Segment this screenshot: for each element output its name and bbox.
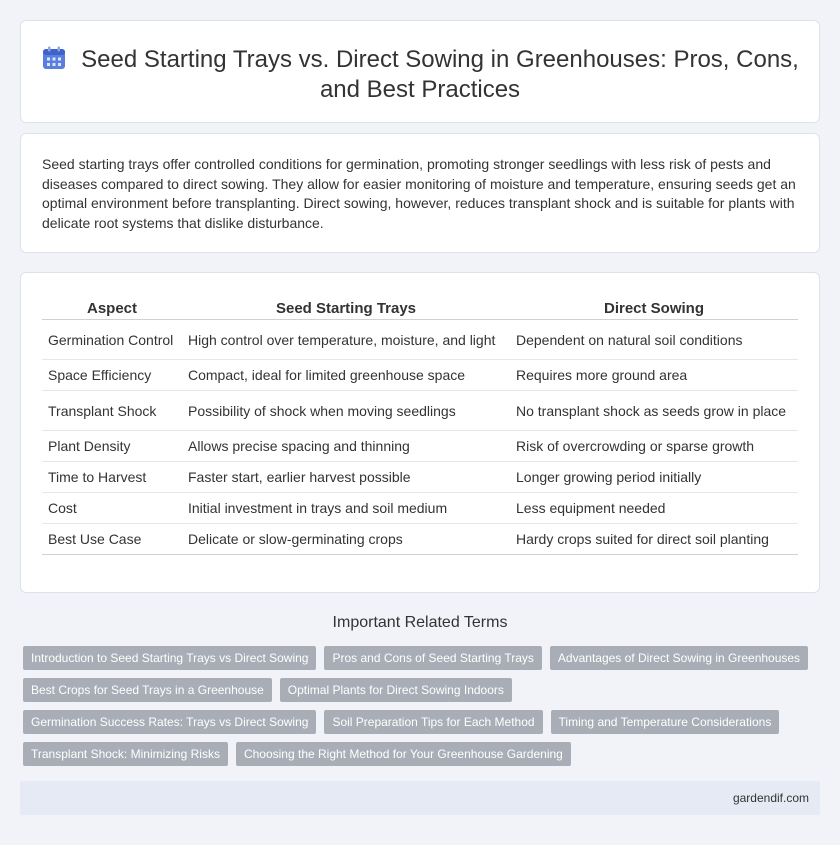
table-cell: Risk of overcrowding or sparse growth [510, 431, 798, 462]
table-row [42, 391, 798, 431]
intro-paragraph: Seed starting trays offer controlled conditions for germination, promoting stronger seedlings with less risk of pests and diseases compared to direct sowing. They allow for easier monitoring of moisture and temperature, ensuring seeds get an optimal environment before transplanting. Direct sowing, however, reduces transplant shock and is suitable for plants with delicate root systems that dislike disturbance. [42, 156, 796, 231]
table-cell: Cost [42, 493, 182, 524]
header-seed-trays: Seed Starting Trays [182, 297, 510, 320]
table-row [42, 360, 798, 391]
title-card [20, 20, 820, 123]
table-row [42, 431, 798, 462]
table-cell: Allows precise spacing and thinning [182, 431, 510, 462]
page-title-wrap [21, 45, 819, 105]
table-cell: Space Efficiency [42, 360, 182, 391]
table-cell: Initial investment in trays and soil medium [182, 493, 510, 524]
related-tag[interactable]: Transplant Shock: Minimizing Risks [23, 742, 228, 766]
related-tag[interactable]: Advantages of Direct Sowing in Greenhouses [550, 646, 808, 670]
table-cell: Germination Control [42, 320, 182, 360]
table-cell: Requires more ground area [510, 360, 798, 391]
table-cell: High control over temperature, moisture, and light [182, 320, 510, 360]
table-cell: Transplant Shock [42, 391, 182, 431]
table-cell: Less equipment needed [510, 493, 798, 524]
intro-card [20, 133, 820, 253]
table-cell: Longer growing period initially [510, 462, 798, 493]
table-header-row [42, 297, 798, 320]
table-card [20, 272, 820, 593]
comparison-table [42, 297, 798, 555]
table-row [42, 493, 798, 524]
related-tag[interactable]: Introduction to Seed Starting Trays vs Direct Sowing [23, 646, 316, 670]
header-aspect: Aspect [42, 297, 182, 320]
header-direct-sowing: Direct Sowing [510, 297, 798, 320]
footer [20, 781, 820, 815]
calendar-icon [41, 45, 67, 71]
related-tag[interactable]: Best Crops for Seed Trays in a Greenhouse [23, 678, 272, 702]
table-cell: Hardy crops suited for direct soil planting [510, 524, 798, 555]
table-cell: Dependent on natural soil conditions [510, 320, 798, 360]
table-row [42, 320, 798, 360]
related-tag[interactable]: Optimal Plants for Direct Sowing Indoors [280, 678, 512, 702]
table-cell: Compact, ideal for limited greenhouse space [182, 360, 510, 391]
related-terms-title: Important Related Terms [332, 614, 508, 631]
table-cell: No transplant shock as seeds grow in place [510, 391, 798, 431]
related-tag[interactable]: Germination Success Rates: Trays vs Direct Sowing [23, 710, 316, 734]
table-row [42, 462, 798, 493]
table-cell: Possibility of shock when moving seedlings [182, 391, 510, 431]
related-tag[interactable]: Timing and Temperature Considerations [551, 710, 780, 734]
related-tag[interactable]: Soil Preparation Tips for Each Method [324, 710, 542, 734]
table-cell: Delicate or slow-germinating crops [182, 524, 510, 555]
table-row [42, 524, 798, 555]
related-tag[interactable]: Pros and Cons of Seed Starting Trays [324, 646, 541, 670]
table-cell: Faster start, earlier harvest possible [182, 462, 510, 493]
table-cell: Best Use Case [42, 524, 182, 555]
page-title: Seed Starting Trays vs. Direct Sowing in Greenhouses: Pros, Cons, and Best Practices [81, 46, 799, 103]
related-tag[interactable]: Choosing the Right Method for Your Greenhouse Gardening [236, 742, 571, 766]
table-cell: Plant Density [42, 431, 182, 462]
table-cell: Time to Harvest [42, 462, 182, 493]
footer-site-link[interactable]: gardendif.com [732, 791, 809, 805]
related-tags [23, 646, 813, 766]
